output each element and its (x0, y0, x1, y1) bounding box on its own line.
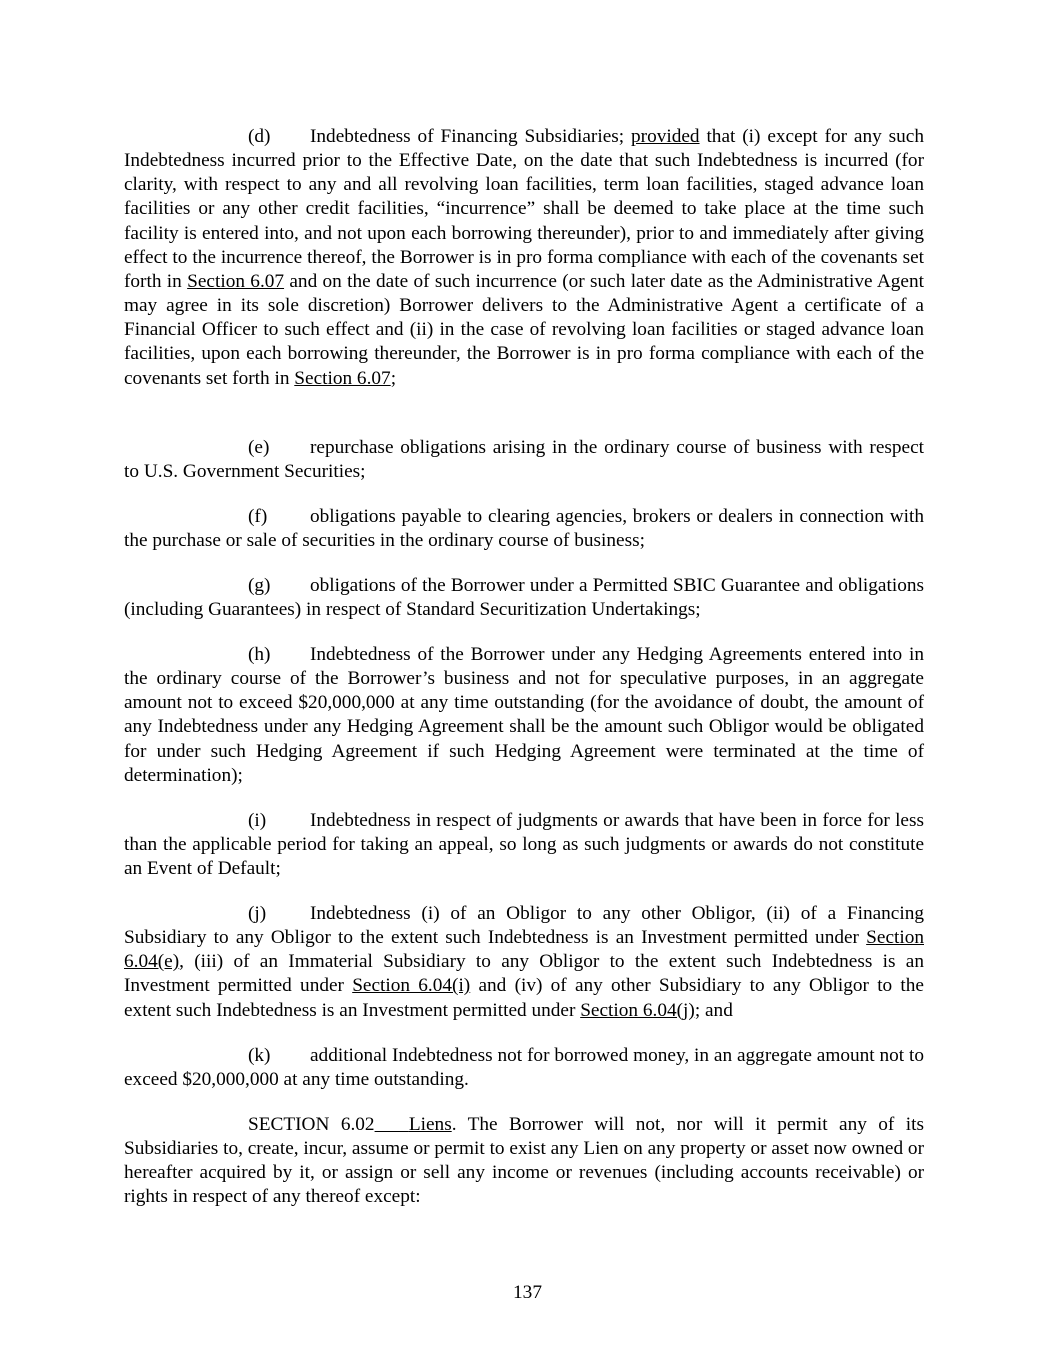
paragraph-label: (d) (248, 126, 271, 147)
page-number: 137 (513, 1282, 542, 1303)
section-title: Liens (408, 1114, 452, 1135)
section-title-gap (375, 1114, 409, 1135)
section-number: SECTION 6.02 (248, 1114, 375, 1135)
paragraph-label: (i) (248, 810, 267, 831)
section-reference: Section 6.04(j) (580, 999, 695, 1021)
paragraph-g: (g) obligations of the Borrower under a Permitted SBIC Guarantee and obligations (including Guarantees) in respect of Standard Securitization Undertakings; (124, 575, 924, 621)
paragraph-label: (h) (248, 644, 271, 665)
paragraph-label: (g) (248, 575, 271, 596)
section-reference: Section 6.04(i) (352, 975, 471, 997)
paragraph-e: (e) repurchase obligations arising in the ordinary course of business with respect to U.S. Government Securities; (124, 437, 924, 483)
section-reference: Section 6.04(e) (124, 927, 924, 973)
paragraph-label: (j) (248, 903, 267, 924)
paragraph-f: (f) obligations payable to clearing agencies, brokers or dealers in connection with the purchase or sale of securities in the ordinary course of business; (124, 506, 924, 552)
paragraph-k: (k) additional Indebtedness not for borrowed money, in an aggregate amount not to exceed $20,000,000 at any time outstanding. (124, 1045, 924, 1091)
paragraph-label: (f) (248, 506, 268, 527)
paragraph-d: (d) Indebtedness of Financing Subsidiaries; provided that (i) except for any such Indebtedness incurred prior to the Effective Date, on the date that such Indebtedness is incurred (for clarity, with respect to any and all revolving loan facilities, term loan facilities, staged advance loan facilities or any other credit facilities, “incurrence” shall be deemed to take place at the time such facility is entered into, and not upon each borrowing thereunder), prior to and immediately after giving effect to the incurrence thereof, the Borrower is in pro forma compliance with each of the covenants set forth in Section 6.07 and on the date of such incurrence (or such later date as the Administrative Agent may agree in its sole discretion) Borrower delivers to the Administrative Agent a certificate of a Financial Officer to such effect and (ii) in the case of revolving loan facilities or staged advance loan facilities, upon each borrowing thereunder, the Borrower is in pro forma compliance with each of the covenants set forth in Section 6.07; (124, 126, 924, 389)
paragraph-i: (i) Indebtedness in respect of judgments or awards that have been in force for less than the applicable period for taking an appeal, so long as such judgments or awards do not constitute an Event of Default; (124, 810, 924, 880)
paragraph-label: (e) (248, 437, 270, 458)
paragraph-h: (h) Indebtedness of the Borrower under any Hedging Agreements entered into in the ordinary course of the Borrower’s business and not for speculative purposes, in an aggregate amount not to exceed $20,000,000 at any time outstanding (for the avoidance of doubt, the amount of any Indebtedness under any Hedging Agreement shall be the amount such Obligor would be obligated for under such Hedging Agreement if such Hedging Agreement were terminated at the time of determination); (124, 644, 924, 786)
section-reference: Section 6.07 (187, 270, 285, 292)
paragraph-j: (j) Indebtedness (i) of an Obligor to any other Obligor, (ii) of a Financing Subsidiary to any Obligor to the extent such Indebtedness is an Investment permitted under Section 6.04(e), (iii) of an Immaterial Subsidiary to any Obligor to the extent such Indebtedness is an Investment permitted under Section 6.04(i) and (iv) of any other Subsidiary to any Obligor to the extent such Indebtedness is an Investment permitted under Section 6.04(j); and (124, 903, 924, 1021)
provided-term: provided (631, 126, 700, 147)
section-reference: Section 6.07 (294, 367, 391, 389)
section-6-02: SECTION 6.02 Liens. The Borrower will not, nor will it permit any of its Subsidiaries to, create, incur, assume or permit to exist any Lien on any property or asset now owned or hereafter acquired by it, or assign or sell any income or revenues (including accounts receivable) or rights in respect of any thereof except: (124, 1114, 924, 1208)
paragraph-label: (k) (248, 1045, 271, 1066)
